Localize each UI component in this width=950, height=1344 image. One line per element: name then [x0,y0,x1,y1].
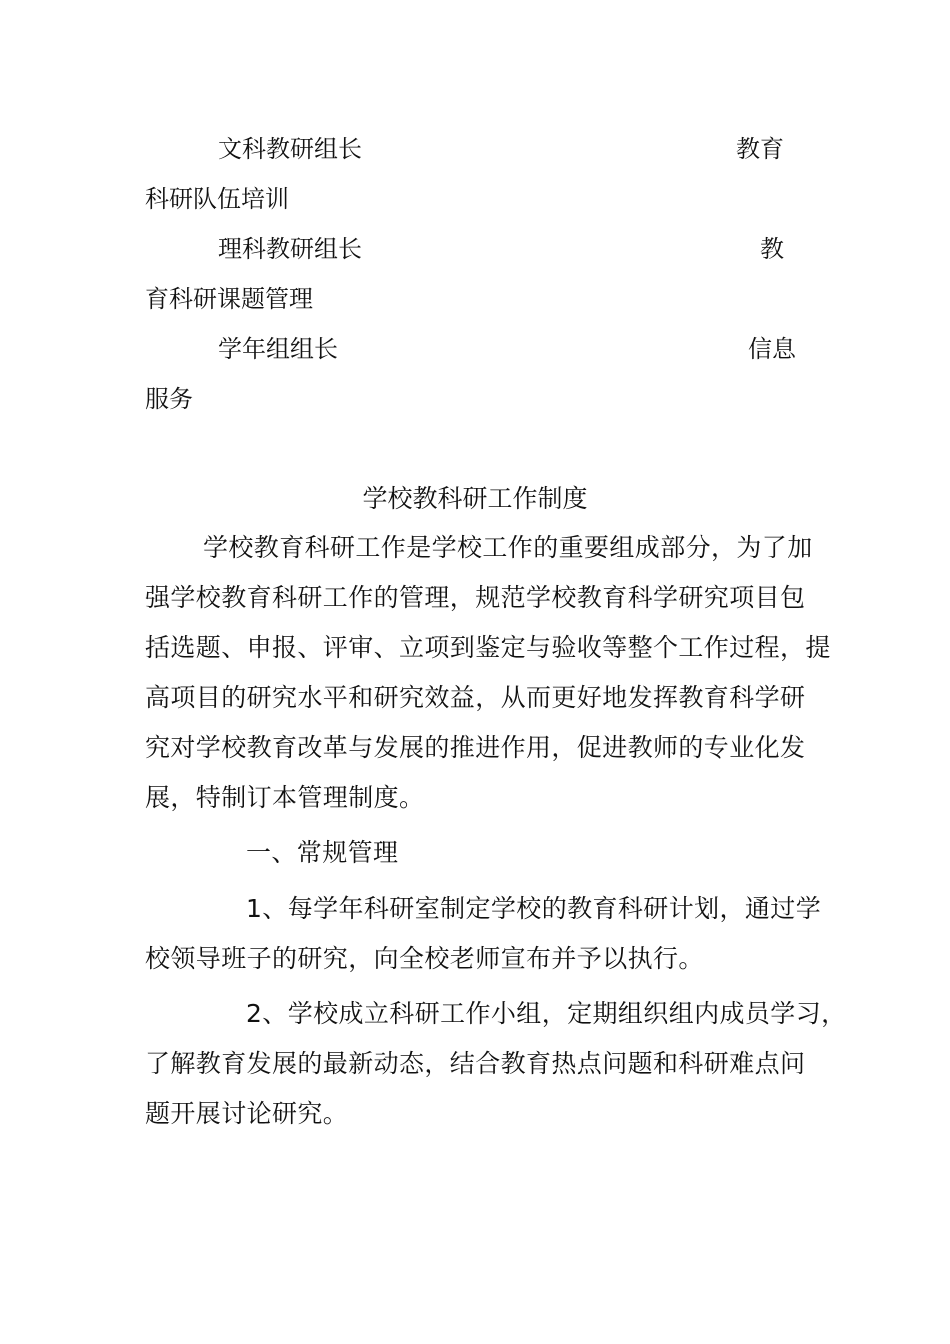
paragraph-line: 高项目的研究水平和研究效益，从而更好地发挥教育科学研 [145,683,806,712]
paragraph-line: 展，特制订本管理制度。 [145,783,425,812]
role-duty: 教育 [736,135,784,163]
paragraph-line: 2、学校成立科研工作小组，定期组织组内成员学习， [246,999,847,1028]
paragraph-line: 究对学校教育改革与发展的推进作用，促进教师的专业化发 [145,733,806,762]
paragraph-line: 1、每学年科研室制定学校的教育科研计划，通过学 [246,894,822,923]
role-name: 文科教研组长 [218,135,362,163]
role-duty-continued: 育科研课题管理 [145,285,313,313]
role-duty-continued: 服务 [145,385,193,413]
paragraph-line: 学校教育科研工作是学校工作的重要组成部分，为了加 [203,533,813,562]
document-title: 学校教科研工作制度 [362,484,588,513]
paragraph-line: 强学校教育科研工作的管理，规范学校教育科学研究项目包 [145,583,806,612]
section-heading: 一、常规管理 [246,838,399,867]
paragraph-line: 题开展讨论研究。 [145,1099,349,1128]
role-duty-continued: 科研队伍培训 [145,185,289,213]
role-name: 学年组组长 [218,335,338,363]
paragraph-line: 校领导班子的研究，向全校老师宣布并予以执行。 [145,944,704,973]
role-duty: 教 [760,235,784,263]
paragraph-line: 了解教育发展的最新动态，结合教育热点问题和科研难点问 [145,1049,806,1078]
role-name: 理科教研组长 [218,235,362,263]
role-duty: 信息 [748,335,796,363]
paragraph-line: 括选题、申报、评审、立项到鉴定与验收等整个工作过程，提 [145,633,831,662]
